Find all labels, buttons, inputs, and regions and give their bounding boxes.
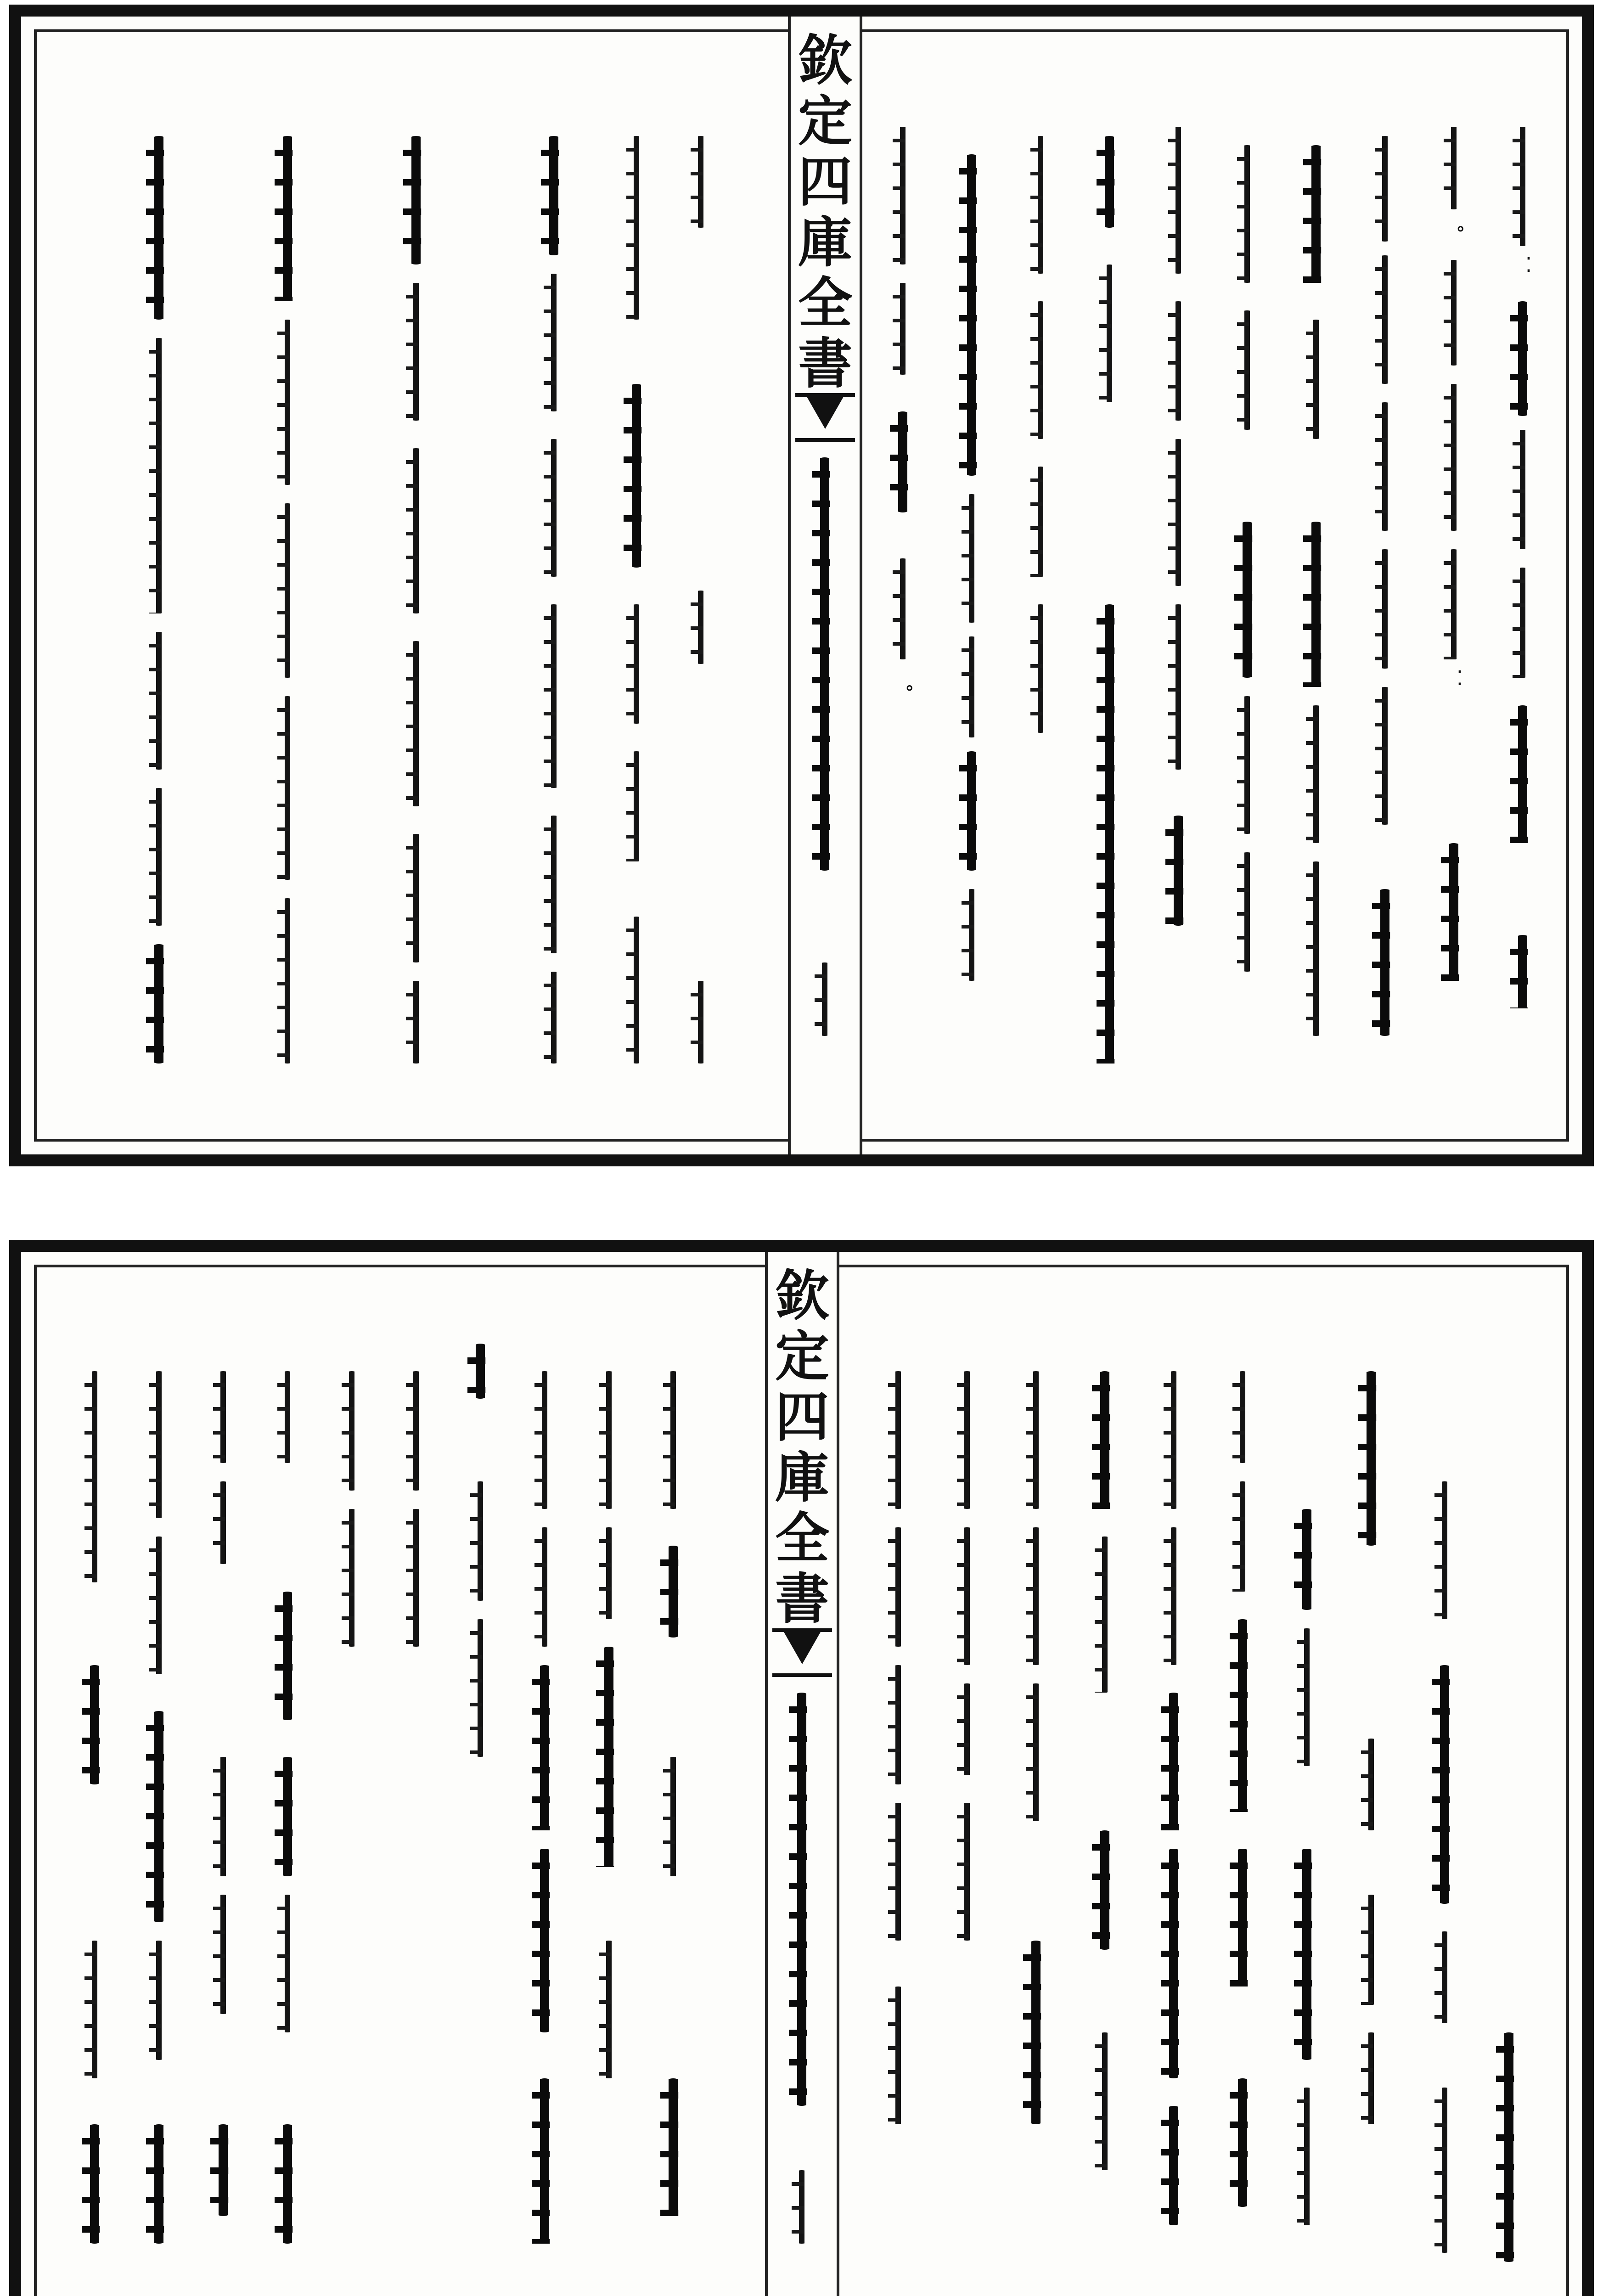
word [1294,1628,1320,1766]
text-column [1353,1344,1389,2296]
word [1234,145,1260,283]
gutter-title-char: 欽 [798,28,852,92]
word [1161,1849,1187,2078]
word [1023,1527,1049,1665]
text-column [1367,108,1403,1073]
text-column [76,1344,113,2296]
word [1230,1849,1255,1986]
word [403,448,429,613]
word [541,136,567,255]
word [1441,843,1467,981]
word [210,1895,236,2014]
word [1441,549,1467,659]
text-column [141,108,177,1073]
word [403,834,429,962]
word [1372,402,1398,531]
gutter-title-char: 欽 [775,1264,829,1328]
word [688,136,714,228]
word [532,1665,557,1830]
word [1028,301,1053,439]
word [1303,145,1329,283]
text-column [591,1344,627,2296]
text-column [1435,108,1472,1073]
word [885,1371,911,1509]
word [1234,852,1260,972]
gutter-title-char: 全 [798,271,852,335]
word [1230,1619,1255,1812]
word [1510,301,1536,416]
word [210,2124,236,2216]
word [1161,2106,1187,2225]
gutter-title-char: 書 [775,1567,829,1631]
word [210,1371,236,1463]
word [467,1344,493,1399]
word [624,136,649,320]
word [624,751,649,861]
word [541,972,567,1064]
word [339,1371,365,1491]
word [210,1481,236,1564]
word [146,788,172,926]
text-column [462,1344,499,2296]
word [467,1619,493,1757]
word [624,917,649,1064]
word [146,632,172,770]
punctuation [1447,669,1460,681]
text-column [398,1344,434,2296]
word [1161,1371,1187,1509]
word [1092,2032,1118,2170]
word [1230,1371,1255,1463]
word [1372,549,1398,669]
word [1097,264,1122,402]
word [1441,260,1467,366]
text-column [141,1344,177,2296]
word [1230,1481,1255,1592]
top-page-frame [9,5,1594,1166]
word [1432,1481,1457,1619]
word [1097,136,1122,228]
word [1165,816,1191,926]
word [1372,687,1398,825]
word [1510,127,1536,246]
word [146,136,172,320]
word [275,136,300,301]
word [275,1592,300,1720]
text-column [618,108,655,1073]
text-column [953,108,990,1073]
word [1432,2088,1457,2253]
word [403,641,429,806]
word [1510,430,1536,549]
word [1028,467,1053,577]
text-column [949,1344,985,2296]
word [82,1371,107,1582]
gutter-title [768,1266,837,1629]
word [954,1527,980,1665]
word [532,1849,557,2032]
word [403,136,429,264]
text-column [269,1344,306,2296]
word [146,944,172,1064]
word [1358,1371,1384,1546]
word [1510,935,1536,1008]
word [541,274,567,411]
text-column [655,1344,692,2296]
word [660,1546,686,1638]
gutter-title [791,30,860,394]
word [146,1536,172,1674]
word [275,898,300,1064]
word [885,1803,911,1941]
word [1092,1536,1118,1693]
text-column [1018,1344,1054,2296]
word [1372,889,1398,1036]
text-column [1504,108,1541,1073]
text-column [1298,108,1334,1073]
word [467,1481,493,1601]
word [146,1711,172,1922]
word [1432,1931,1457,2023]
word [532,1527,557,1647]
text-column [526,1344,563,2296]
word [146,1371,172,1518]
word [532,1371,557,1509]
text-column [205,1344,242,2296]
word [146,1941,172,2060]
word [541,816,567,953]
text-column [1091,108,1128,1073]
word [541,439,567,577]
word [275,1895,300,2032]
word [532,2078,557,2244]
word [1097,604,1122,1064]
punctuation [896,678,909,691]
word [1372,136,1398,242]
word [146,2124,172,2244]
word [624,604,649,724]
word [890,127,916,264]
word [403,981,429,1064]
text-column [682,108,719,1073]
word [954,1683,980,1775]
word [890,558,916,659]
word [1432,1665,1457,1904]
word [1358,1739,1384,1830]
punctuation [1516,255,1529,268]
text-column [1022,108,1059,1073]
word [1023,1941,1049,2124]
gutter-folio [812,962,838,1036]
gutter-column [788,17,862,1154]
text-column [398,108,434,1073]
word [339,1509,365,1647]
word [403,283,429,421]
word [82,1941,107,2078]
word [403,1371,429,1491]
word [1023,1371,1049,1509]
text-column [269,108,306,1073]
gutter-title-char: 全 [775,1506,829,1570]
word [1441,384,1467,531]
text-column [333,1344,370,2296]
text-column [1426,1344,1463,2296]
gutter-book-text [804,467,846,880]
word [596,1941,622,2078]
text-column [1229,108,1266,1073]
word [1510,705,1536,843]
word [1028,604,1053,733]
word [1303,705,1329,843]
word [1294,2088,1320,2225]
word [275,1757,300,1876]
word [890,283,916,375]
word [1510,568,1536,678]
gutter-title-char: 定 [798,89,852,153]
word [959,751,984,871]
word [403,1509,429,1647]
word [210,1757,236,1876]
text-column [535,108,572,1073]
word [1303,320,1329,439]
text-column [1155,1344,1192,2296]
word [1294,1849,1320,2060]
word [660,1757,686,1876]
word [624,384,649,568]
text-column [1224,1344,1261,2296]
word [1234,696,1260,834]
word [1234,522,1260,678]
text-column [1086,1344,1123,2296]
gutter-title-char: 四 [775,1385,829,1449]
word [688,981,714,1064]
bottom-page-frame [9,1240,1594,2296]
gutter-title-char: 四 [798,150,852,214]
word [1161,1693,1187,1830]
text-column [1160,108,1197,1073]
word [1161,1527,1187,1665]
text-column [884,108,921,1073]
word [660,1371,686,1509]
word [596,1647,622,1867]
word [885,1665,911,1784]
word [1028,136,1053,274]
word [1303,861,1329,1036]
word [1372,255,1398,384]
word [1165,301,1191,421]
word [596,1527,622,1619]
word [275,320,300,485]
word [1496,2032,1522,2262]
word [275,1371,300,1463]
word [1165,604,1191,770]
word [1092,1371,1118,1509]
fishtail-mark-icon [795,393,855,442]
word [596,1371,622,1509]
word [1441,127,1467,209]
word [275,2124,300,2244]
word [660,2078,686,2216]
fishtail-mark-icon [772,1628,832,1677]
word [82,1665,107,1784]
word [959,636,984,737]
word [275,503,300,678]
word [1358,2032,1384,2124]
gutter-book-text [782,1702,823,2115]
gutter-title-char: 書 [798,332,852,395]
word [954,1371,980,1509]
word [959,494,984,623]
word [275,696,300,880]
gutter-folio [789,2170,815,2244]
word [885,1527,911,1647]
word [1358,1895,1384,2005]
gutter-title-char: 庫 [775,1446,829,1509]
word [1303,522,1329,687]
punctuation [1447,219,1460,231]
word [954,1803,980,1941]
word [1230,2078,1255,2207]
word [1234,310,1260,430]
word [1294,1509,1320,1610]
word [959,889,984,981]
word [1092,1830,1118,1950]
word [1165,127,1191,274]
word [1023,1683,1049,1821]
word [959,154,984,476]
word [1165,439,1191,586]
text-column [1288,1344,1325,2296]
gutter-column [765,1252,839,2296]
word [890,411,916,512]
text-column [880,1344,917,2296]
word [82,2124,107,2244]
text-column [1491,1344,1527,2296]
word [885,1986,911,2124]
gutter-title-char: 定 [775,1324,829,1388]
gutter-title-char: 庫 [798,210,852,274]
word [541,604,567,788]
word [146,338,172,613]
word [688,591,714,664]
